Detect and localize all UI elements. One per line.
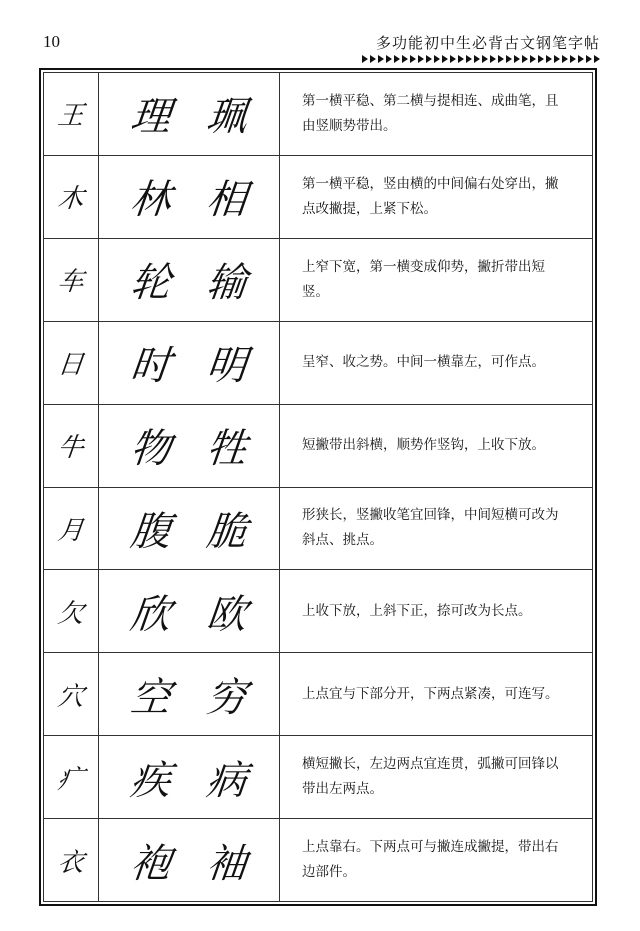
- table-row: [44, 488, 592, 571]
- arrow-ornament-icon: [466, 55, 472, 63]
- arrow-ornament-icon: [522, 55, 528, 63]
- example-character: 穷: [204, 674, 250, 721]
- example-character: 明: [204, 343, 250, 390]
- description-cell: 横短撇长，左边两点宜连贯，弧撇可回锋以带出左两点。: [302, 756, 559, 798]
- header-arrow-rule: [40, 55, 600, 63]
- description-cell: 第一横平稳，竖由横的中间偏右处穿出，撇点改撇提，上紧下松。: [302, 175, 559, 217]
- examples-cell: [99, 570, 280, 652]
- arrow-ornament-icon: [578, 55, 584, 63]
- example-character: 物: [128, 426, 174, 473]
- radical-cell: 欠: [44, 570, 99, 652]
- arrow-ornament-icon: [394, 55, 400, 63]
- radical-cell: 王: [44, 73, 99, 155]
- example-character: 袖: [204, 840, 250, 887]
- example-character: 珮: [204, 94, 250, 141]
- example-character: 欧: [204, 591, 250, 638]
- example-character: 林: [128, 177, 174, 224]
- arrow-ornament-icon: [554, 55, 560, 63]
- table-row: [44, 570, 592, 653]
- table-row: [44, 239, 592, 322]
- arrow-ornament-icon: [362, 55, 368, 63]
- arrow-ornament-icon: [450, 55, 456, 63]
- example-character: 腹: [128, 508, 174, 555]
- examples-cell: [99, 156, 280, 238]
- radical-cell: 车: [44, 239, 99, 321]
- example-character: 理: [128, 94, 174, 141]
- example-character: 病: [204, 757, 250, 804]
- examples-cell: [99, 405, 280, 487]
- example-character: 脆: [204, 508, 250, 555]
- examples-cell: [99, 653, 280, 735]
- arrow-ornament-icon: [594, 55, 600, 63]
- arrow-ornament-icon: [570, 55, 576, 63]
- radical-cell: 木: [44, 156, 99, 238]
- arrow-ornament-icon: [546, 55, 552, 63]
- description-cell: 上点宜与下部分开，下两点紧凑，可连写。: [302, 685, 559, 702]
- arrow-ornament-icon: [482, 55, 488, 63]
- example-character: 轮: [128, 260, 174, 307]
- description-cell: 上点靠右。下两点可与撇连成撇提，带出右边部件。: [302, 839, 559, 881]
- radical-cell: 疒: [44, 736, 99, 818]
- arrow-ornament-icon: [458, 55, 464, 63]
- examples-cell: [99, 736, 280, 818]
- examples-cell: [99, 73, 280, 155]
- calligraphy-table: [39, 68, 597, 906]
- arrow-ornament-icon: [514, 55, 520, 63]
- description-cell: 呈窄、收之势。中间一横靠左，可作点。: [302, 354, 545, 371]
- radical-cell: 衣: [44, 819, 99, 901]
- arrow-ornament-icon: [370, 55, 376, 63]
- table-row: [44, 736, 592, 819]
- example-character: 相: [204, 177, 250, 224]
- arrow-ornament-icon: [562, 55, 568, 63]
- radical-cell: 穴: [44, 653, 99, 735]
- table-row: [44, 653, 592, 736]
- arrow-ornament-icon: [434, 55, 440, 63]
- example-character: 空: [128, 674, 174, 721]
- description-cell: 上收下放，上斜下正，捺可改为长点。: [302, 602, 532, 619]
- radical-cell: 月: [44, 488, 99, 570]
- arrow-ornament-icon: [442, 55, 448, 63]
- examples-cell: [99, 819, 280, 901]
- page-number: 10: [43, 32, 60, 51]
- examples-cell: [99, 488, 280, 570]
- example-character: 输: [204, 260, 250, 307]
- arrow-ornament-icon: [474, 55, 480, 63]
- book-title: 多功能初中生必背古文钢笔字帖: [375, 34, 600, 52]
- table-row: [44, 819, 592, 901]
- description-cell: 短撇带出斜横，顺势作竖钩，上收下放。: [302, 437, 545, 454]
- arrow-ornament-icon: [378, 55, 384, 63]
- table-row: [44, 322, 592, 405]
- example-character: 牲: [204, 426, 250, 473]
- example-character: 时: [128, 343, 174, 390]
- table-row: [44, 156, 592, 239]
- arrow-ornament-icon: [490, 55, 496, 63]
- arrow-ornament-icon: [418, 55, 424, 63]
- radical-cell: 牛: [44, 405, 99, 487]
- table-row: [44, 405, 592, 488]
- arrow-ornament-icon: [498, 55, 504, 63]
- table-grid: [43, 72, 593, 902]
- arrow-ornament-icon: [530, 55, 536, 63]
- example-character: 欣: [128, 591, 174, 638]
- examples-cell: [99, 322, 280, 404]
- arrow-ornament-icon: [410, 55, 416, 63]
- radical-cell: 日: [44, 322, 99, 404]
- table-row: [44, 73, 592, 156]
- example-character: 袍: [128, 840, 174, 887]
- description-cell: 第一横平稳、第二横与提相连、成曲笔，且由竖顺势带出。: [302, 92, 559, 134]
- arrow-ornament-icon: [506, 55, 512, 63]
- examples-cell: [99, 239, 280, 321]
- description-cell: 上窄下宽，第一横变成仰势，撇折带出短竖。: [302, 258, 545, 300]
- arrow-ornament-icon: [426, 55, 432, 63]
- arrow-ornament-icon: [538, 55, 544, 63]
- description-cell: 形狭长，竖撇收笔宜回锋，中间短横可改为斜点、挑点。: [302, 507, 559, 549]
- example-character: 疾: [128, 757, 174, 804]
- arrow-ornament-icon: [402, 55, 408, 63]
- arrow-ornament-icon: [386, 55, 392, 63]
- arrow-ornament-icon: [586, 55, 592, 63]
